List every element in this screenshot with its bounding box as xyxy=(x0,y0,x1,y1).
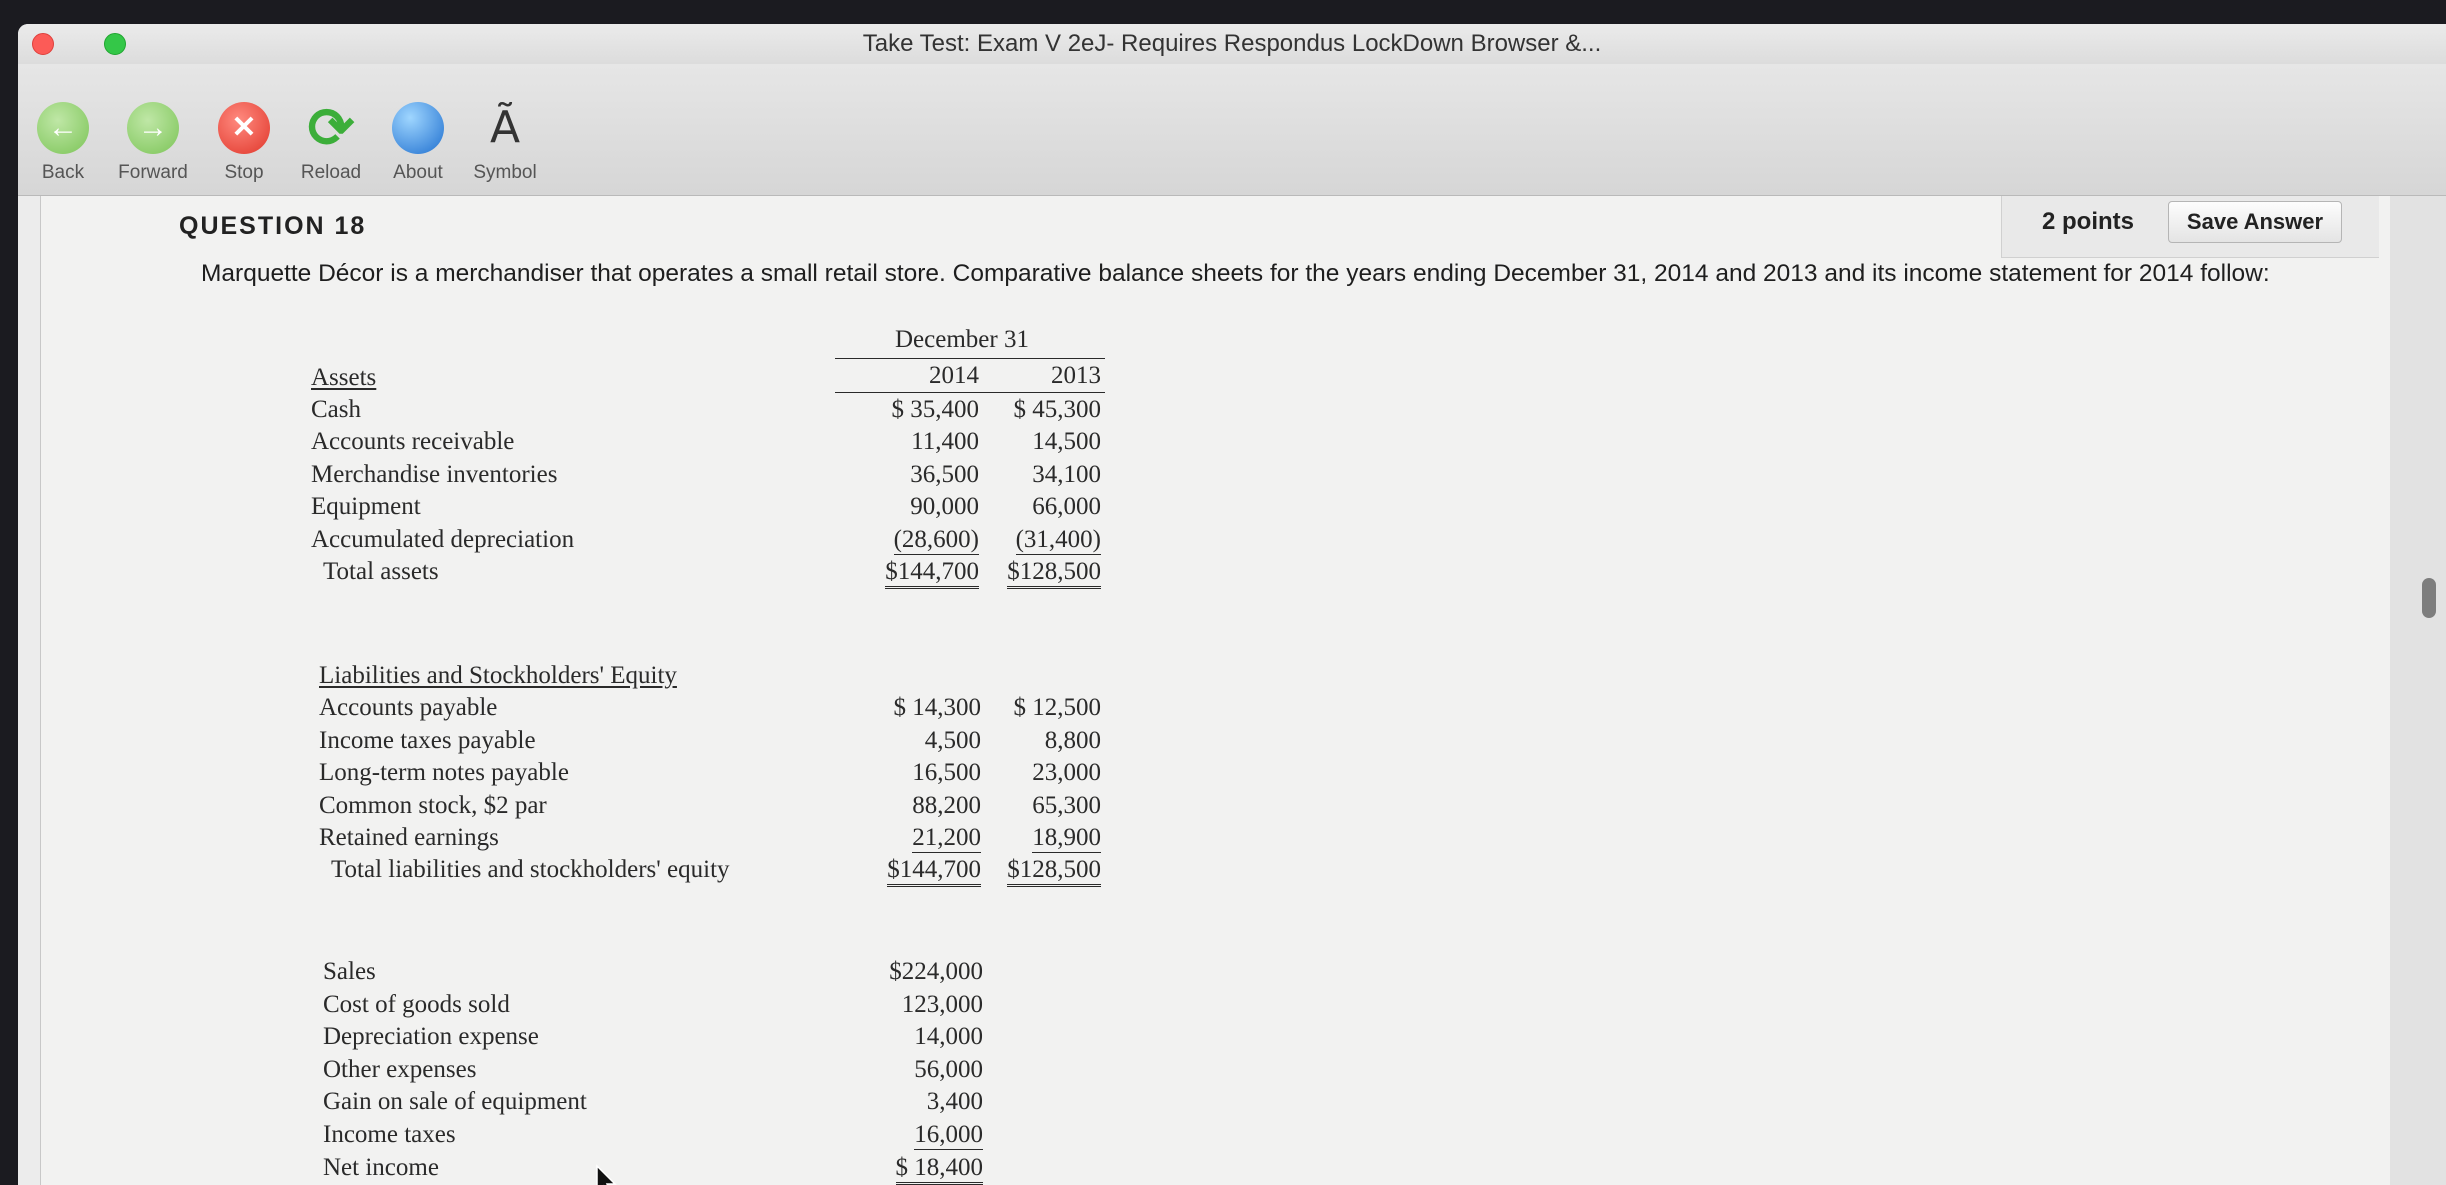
question-title: QUESTION 18 xyxy=(179,212,367,240)
total-assets-label: Total assets xyxy=(323,558,439,585)
liability-label: Retained earnings xyxy=(319,824,499,851)
back-arrow-icon: ← xyxy=(37,102,89,154)
income-label: Gain on sale of equipment xyxy=(323,1088,587,1115)
forward-label: Forward xyxy=(118,162,188,183)
asset-label: Cash xyxy=(311,396,361,423)
asset-value-2014: (28,600) xyxy=(893,526,979,553)
test-content xyxy=(40,196,2390,1185)
liability-value-2014: 4,500 xyxy=(924,727,981,754)
year-2013-header: 2013 xyxy=(1051,362,1101,389)
window-title: Take Test: Exam V 2eJ- Requires Respondus LockDown Browser &... xyxy=(862,30,1602,57)
total-assets-2014: $144,700 xyxy=(885,558,979,589)
asset-label: Accumulated depreciation xyxy=(311,526,575,553)
asset-value-2013: (31,400) xyxy=(1015,526,1101,553)
reload-button[interactable] xyxy=(286,96,376,184)
liability-value-2013: 65,300 xyxy=(1032,792,1101,819)
total-assets-2013: $128,500 xyxy=(1007,558,1101,589)
globe-icon xyxy=(392,102,444,154)
liability-label: Long-term notes payable xyxy=(319,759,569,786)
symbol-button[interactable] xyxy=(460,102,550,184)
asset-label: Merchandise inventories xyxy=(311,461,558,488)
assets-title: Assets xyxy=(311,364,377,391)
income-value: 56,000 xyxy=(914,1056,983,1083)
liability-label: Common stock, $2 par xyxy=(319,792,547,819)
stop-x-icon: ✕ xyxy=(218,102,270,154)
income-value: 3,400 xyxy=(926,1088,983,1115)
symbol-icon: Ã xyxy=(489,102,521,153)
income-value: $224,000 xyxy=(889,958,983,985)
asset-value-2013: 66,000 xyxy=(1032,493,1101,520)
liability-value-2014: $ 14,300 xyxy=(893,694,981,721)
stop-label: Stop xyxy=(224,162,264,183)
asset-value-2013: 34,100 xyxy=(1032,461,1101,488)
asset-value-2013: 14,500 xyxy=(1032,428,1101,455)
mouse-cursor-icon xyxy=(597,1166,621,1185)
browser-window xyxy=(18,24,2446,1185)
income-value: 14,000 xyxy=(914,1023,983,1050)
asset-value-2014: 36,500 xyxy=(910,461,979,488)
question-points-panel xyxy=(2001,196,2379,258)
save-answer-button[interactable]: Save Answer xyxy=(2168,201,2342,243)
reload-icon: ⟳ xyxy=(307,96,355,159)
symbol-label: Symbol xyxy=(473,162,537,183)
liabilities-title: Liabilities and Stockholders' Equity xyxy=(319,662,677,689)
total-liabilities-2013: $128,500 xyxy=(1007,856,1101,887)
income-value: 123,000 xyxy=(901,991,983,1018)
question-prompt: Marquette Décor is a merchandiser that operates a small retail store. Comparative balance sheets for the years ending December 31, 2014 and 2013 and its income statement for 2014 follow: xyxy=(201,260,2270,287)
header-rule xyxy=(835,358,1105,359)
asset-value-2013: $ 45,300 xyxy=(1013,396,1101,423)
back-label: Back xyxy=(41,162,85,183)
liability-label: Accounts payable xyxy=(319,694,498,721)
stop-button[interactable] xyxy=(199,102,289,184)
year-2014-header: 2014 xyxy=(929,362,979,389)
asset-value-2014: $ 35,400 xyxy=(891,396,979,423)
forward-button[interactable] xyxy=(108,102,198,184)
net-income-value: $ 18,400 xyxy=(896,1154,984,1185)
income-label: Depreciation expense xyxy=(323,1023,539,1050)
net-income-label: Net income xyxy=(323,1154,439,1181)
about-button[interactable] xyxy=(373,102,463,184)
liability-label: Income taxes payable xyxy=(319,727,536,754)
income-label: Income taxes xyxy=(323,1121,456,1148)
income-label: Cost of goods sold xyxy=(323,991,510,1018)
points-label: 2 points xyxy=(2042,208,2135,235)
forward-arrow-icon: → xyxy=(127,102,179,154)
liability-value-2014: 16,500 xyxy=(912,759,981,786)
income-label: Sales xyxy=(323,958,376,985)
about-label: About xyxy=(393,162,443,183)
liability-value-2013: 18,900 xyxy=(1032,824,1101,851)
total-liabilities-2014: $144,700 xyxy=(887,856,981,887)
back-button[interactable] xyxy=(18,102,108,184)
period-header: December 31 xyxy=(895,326,1029,353)
income-label: Other expenses xyxy=(323,1056,477,1083)
asset-label: Accounts receivable xyxy=(311,428,515,455)
liability-value-2013: 23,000 xyxy=(1032,759,1101,786)
income-value: 16,000 xyxy=(914,1121,983,1148)
year-rule xyxy=(835,392,1105,393)
total-liabilities-label: Total liabilities and stockholders' equity xyxy=(331,856,730,883)
liability-value-2013: 8,800 xyxy=(1044,727,1101,754)
liability-value-2014: 88,200 xyxy=(912,792,981,819)
toolbar xyxy=(18,64,2446,196)
vertical-scrollbar[interactable] xyxy=(2390,196,2446,1185)
reload-label: Reload xyxy=(300,162,362,183)
asset-value-2014: 90,000 xyxy=(910,493,979,520)
liability-value-2013: $ 12,500 xyxy=(1013,694,1101,721)
asset-label: Equipment xyxy=(311,493,421,520)
title-bar[interactable] xyxy=(18,24,2446,64)
asset-value-2014: 11,400 xyxy=(911,428,979,455)
scrollbar-thumb[interactable] xyxy=(2422,578,2436,618)
liability-value-2014: 21,200 xyxy=(912,824,981,851)
